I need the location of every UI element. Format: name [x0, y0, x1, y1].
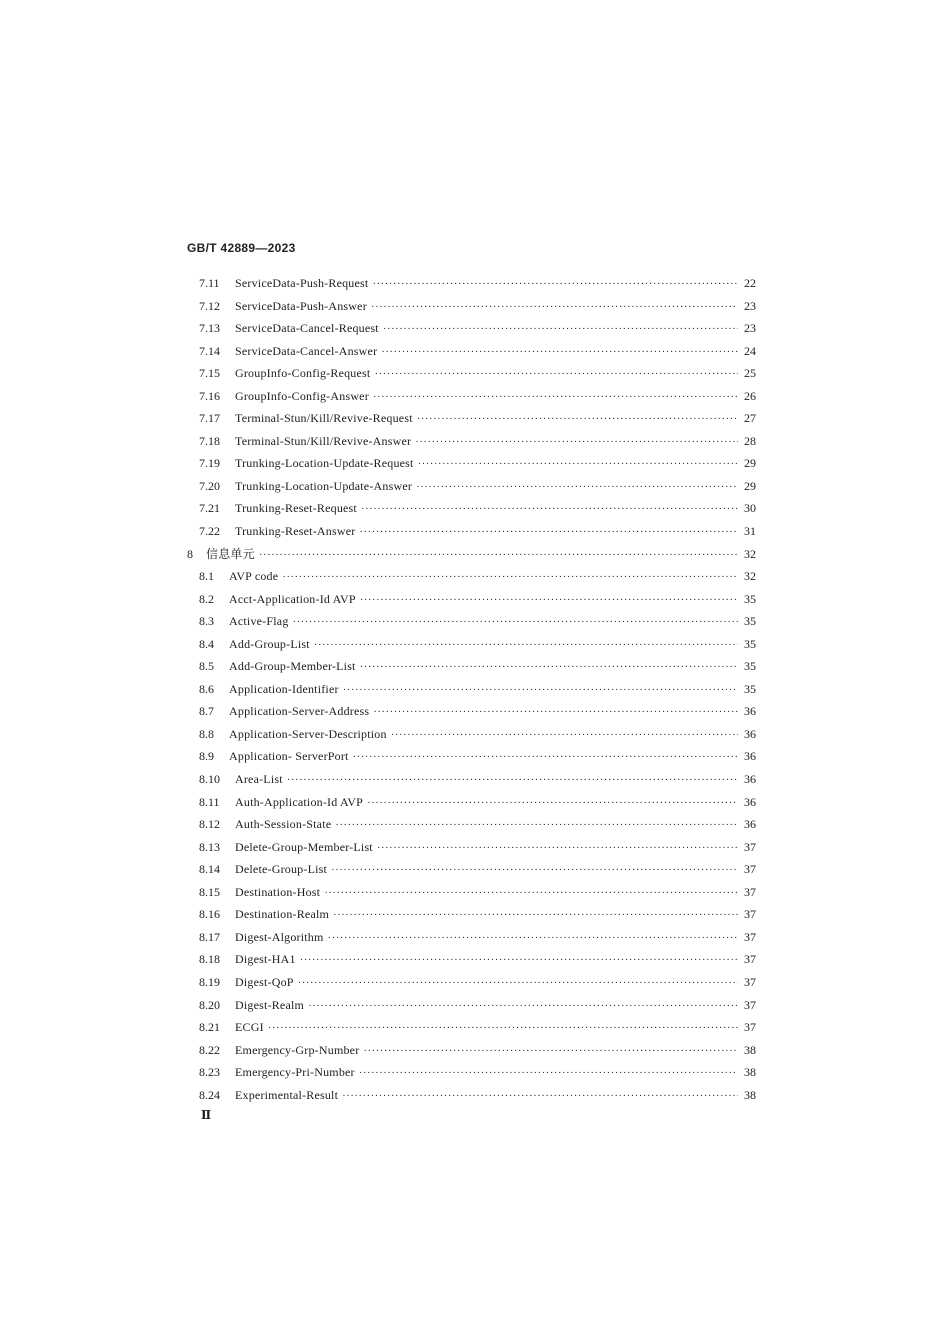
- toc-entry-line: [235, 497, 756, 521]
- toc-entry-line: [235, 994, 756, 1018]
- toc-entry-title: 信息单元: [206, 546, 255, 561]
- toc-entry-title: Trunking-Location-Update-Request: [235, 456, 414, 471]
- toc-entry-page: 36: [744, 817, 756, 832]
- toc-entry-number: 8.9: [199, 749, 214, 764]
- toc-entry-line: [229, 610, 756, 634]
- toc-entry-line: [235, 272, 756, 296]
- toc-entry-number: 8.22: [199, 1042, 220, 1057]
- toc-entry-title: AVP code: [229, 569, 279, 584]
- toc-entry-title: Destination-Realm: [235, 907, 330, 922]
- toc-entry-number: 8.16: [199, 907, 220, 922]
- toc-entry[interactable]: [0, 903, 950, 926]
- toc-entry-line: [235, 475, 756, 499]
- toc-entry-number: 8.13: [199, 839, 220, 854]
- toc-entry-page: 37: [744, 997, 756, 1012]
- toc-entry-page: 37: [744, 907, 756, 922]
- toc-entry-title: Add-Group-List: [229, 636, 310, 651]
- toc-entry-line: [235, 317, 756, 341]
- toc-dot-leader: [360, 656, 738, 679]
- toc-entry-page: 38: [744, 1087, 756, 1102]
- toc-dot-leader: [259, 544, 738, 567]
- toc-entry-number: 8.11: [199, 794, 220, 809]
- toc-entry-line: [229, 723, 756, 747]
- toc-entry[interactable]: [0, 452, 950, 475]
- toc-entry-line: [235, 1016, 756, 1040]
- toc-entry[interactable]: [0, 475, 950, 498]
- toc-entry-title: Digest-QoP: [235, 974, 294, 989]
- toc-entry-line: [235, 362, 756, 386]
- toc-entry-line: [235, 926, 756, 950]
- toc-entry-page: 30: [744, 501, 756, 516]
- toc-dot-leader: [372, 273, 738, 296]
- toc-entry-page: 38: [744, 1065, 756, 1080]
- toc-entry-page: 37: [744, 952, 756, 967]
- toc-entry-title: Trunking-Reset-Answer: [235, 524, 356, 539]
- toc-entry-line: [235, 813, 756, 837]
- toc-entry-title: Auth-Application-Id AVP: [235, 794, 364, 809]
- toc-entry[interactable]: [0, 362, 950, 385]
- toc-entry-number: 8.2: [199, 591, 214, 606]
- toc-entry-page: 37: [744, 929, 756, 944]
- toc-entry-page: 36: [744, 794, 756, 809]
- toc-entry-number: 8.18: [199, 952, 220, 967]
- toc-entry-title: Emergency-Grp-Number: [235, 1042, 360, 1057]
- toc-entry-number: 8.10: [199, 772, 220, 787]
- toc-entry-page: 37: [744, 974, 756, 989]
- toc-entry[interactable]: [0, 926, 950, 949]
- toc-entry-line: [235, 903, 756, 927]
- toc-entry-page: 35: [744, 659, 756, 674]
- toc-dot-leader: [381, 341, 738, 364]
- toc-entry-line: [235, 836, 756, 860]
- toc-dot-leader: [343, 679, 738, 702]
- toc-entry-number: 8.17: [199, 929, 220, 944]
- toc-entry-number: 8.15: [199, 884, 220, 899]
- toc-entry[interactable]: [0, 610, 950, 633]
- toc-entry-line: [206, 543, 756, 567]
- toc-entry[interactable]: [0, 723, 950, 746]
- toc-entry-number: 8.6: [199, 681, 214, 696]
- page-number-footer: Ⅱ: [201, 1108, 212, 1122]
- toc-entry-line: [235, 1039, 756, 1063]
- toc-dot-leader: [417, 408, 738, 431]
- toc-entry-number: 7.11: [199, 276, 220, 290]
- toc-entry-title: GroupInfo-Config-Request: [235, 366, 371, 381]
- toc-entry-line: [229, 588, 756, 612]
- toc-entry-title: Trunking-Location-Update-Answer: [235, 478, 413, 493]
- toc-entry-number: 8.7: [199, 704, 214, 719]
- toc-dot-leader: [282, 566, 738, 589]
- toc-entry-title: Delete-Group-Member-List: [235, 839, 373, 854]
- toc-entry[interactable]: [0, 295, 950, 318]
- toc-entry-line: [229, 700, 756, 724]
- toc-entry-line: [235, 768, 756, 792]
- toc-dot-leader: [298, 972, 738, 995]
- toc-entry[interactable]: [0, 497, 950, 520]
- toc-entry[interactable]: [0, 1084, 950, 1107]
- toc-entry-number: 8.24: [199, 1087, 220, 1102]
- toc-entry-number: 7.20: [199, 478, 220, 493]
- toc-entry[interactable]: [0, 385, 950, 408]
- toc-entry[interactable]: [0, 520, 950, 543]
- toc-entry-title: Application- ServerPort: [229, 749, 349, 764]
- toc-entry-number: 7.12: [199, 298, 220, 313]
- toc-dot-leader: [353, 746, 738, 769]
- toc-entry-title: Terminal-Stun/Kill/Revive-Request: [235, 411, 413, 426]
- toc-entry-page: 31: [744, 524, 756, 539]
- toc-entry[interactable]: [0, 655, 950, 678]
- toc-dot-leader: [367, 792, 738, 815]
- toc-entry[interactable]: [0, 813, 950, 836]
- toc-dot-leader: [391, 724, 738, 747]
- toc-entry-line: [235, 1061, 756, 1085]
- toc-entry-line: [235, 340, 756, 364]
- toc-dot-leader: [331, 859, 738, 882]
- toc-entry-title: Application-Server-Address: [229, 704, 370, 719]
- toc-dot-leader: [293, 611, 738, 634]
- toc-entry-title: Acct-Application-Id AVP: [229, 591, 356, 606]
- toc-dot-leader: [377, 837, 738, 860]
- toc-entry[interactable]: [0, 745, 950, 768]
- toc-entry-page: 36: [744, 726, 756, 741]
- toc-entry-number: 8.12: [199, 817, 220, 832]
- toc-entry-title: GroupInfo-Config-Answer: [235, 388, 369, 403]
- toc-entry-page: 26: [744, 388, 756, 403]
- toc-entry-line: [235, 791, 756, 815]
- toc-entry[interactable]: [0, 971, 950, 994]
- toc-entry-number: 7.21: [199, 501, 220, 516]
- toc-entry-number: 8.4: [199, 636, 214, 651]
- toc-entry-number: 8.8: [199, 726, 214, 741]
- toc-entry-page: 28: [744, 433, 756, 448]
- toc-entry-line: [235, 520, 756, 544]
- toc-dot-leader: [335, 814, 738, 837]
- toc-entry-number: 7.13: [199, 321, 220, 336]
- toc-entry-number: 8.5: [199, 659, 214, 674]
- toc-entry-page: 35: [744, 591, 756, 606]
- toc-entry-line: [235, 452, 756, 476]
- toc-entry-title: Terminal-Stun/Kill/Revive-Answer: [235, 433, 412, 448]
- toc-entry-line: [235, 881, 756, 905]
- toc-entry-title: Digest-Algorithm: [235, 929, 324, 944]
- toc-entry-page: 36: [744, 749, 756, 764]
- toc-entry-title: Destination-Host: [235, 884, 321, 899]
- toc-entry-page: 38: [744, 1042, 756, 1057]
- toc-entry[interactable]: [0, 317, 950, 340]
- toc-entry-number: 8.23: [199, 1065, 220, 1080]
- toc-entry-line: [235, 295, 756, 319]
- toc-entry[interactable]: [0, 948, 950, 971]
- toc-entry-number: 7.19: [199, 456, 220, 471]
- toc-entry-title: Application-Server-Description: [229, 726, 387, 741]
- toc-entry-number: 7.22: [199, 524, 220, 539]
- toc-entry-page: 24: [744, 343, 756, 358]
- toc-dot-leader: [359, 521, 738, 544]
- toc-dot-leader: [328, 927, 738, 950]
- document-standard-id: GB/T 42889—2023: [187, 241, 296, 255]
- toc-entry-title: ECGI: [235, 1020, 264, 1035]
- toc-entry[interactable]: [0, 588, 950, 611]
- toc-dot-leader: [314, 634, 738, 657]
- toc-entry-title: Active-Flag: [229, 614, 289, 629]
- toc-entry-line: [235, 858, 756, 882]
- toc-entry-page: 23: [744, 321, 756, 336]
- toc-entry-line: [229, 655, 756, 679]
- toc-entry-title: Auth-Session-State: [235, 817, 332, 832]
- toc-entry[interactable]: [0, 543, 950, 566]
- toc-entry-line: [235, 971, 756, 995]
- toc-entry-page: 36: [744, 772, 756, 787]
- toc-entry-line: [235, 430, 756, 454]
- toc-entry-page: 23: [744, 298, 756, 313]
- toc-entry-page: 29: [744, 456, 756, 471]
- toc-entry[interactable]: [0, 633, 950, 656]
- toc-dot-leader: [418, 453, 738, 476]
- toc-entry-line: [229, 678, 756, 702]
- toc-entry[interactable]: [0, 836, 950, 859]
- toc-entry-page: 27: [744, 411, 756, 426]
- toc-dot-leader: [373, 386, 738, 409]
- toc-dot-leader: [359, 1062, 738, 1085]
- toc-entry-title: Application-Identifier: [229, 681, 339, 696]
- toc-entry-number: 8.21: [199, 1020, 220, 1035]
- toc-entry[interactable]: [0, 565, 950, 588]
- toc-entry-line: [229, 565, 756, 589]
- toc-entry[interactable]: [0, 858, 950, 881]
- toc-entry-page: 37: [744, 862, 756, 877]
- toc-dot-leader: [361, 498, 738, 521]
- toc-entry-number: 8.3: [199, 614, 214, 629]
- toc-dot-leader: [342, 1085, 738, 1108]
- toc-entry-number: 7.14: [199, 343, 220, 358]
- toc-entry-title: Digest-HA1: [235, 952, 296, 967]
- toc-dot-leader: [360, 589, 738, 612]
- toc-entry-page: 35: [744, 681, 756, 696]
- toc-entry-number: 7.15: [199, 366, 220, 381]
- toc-entry-title: ServiceData-Cancel-Request: [235, 321, 379, 336]
- toc-entry-page: 37: [744, 1020, 756, 1035]
- toc-entry[interactable]: [0, 272, 950, 295]
- toc-entry-page: 32: [744, 546, 756, 561]
- toc-entry-title: Digest-Realm: [235, 997, 305, 1012]
- toc-dot-leader: [373, 701, 738, 724]
- toc-entry-line: [235, 948, 756, 972]
- toc-entry-line: [229, 633, 756, 657]
- toc-entry-title: ServiceData-Cancel-Answer: [235, 343, 378, 358]
- toc-entry[interactable]: [0, 340, 950, 363]
- toc-entry-page: 37: [744, 839, 756, 854]
- toc-dot-leader: [363, 1040, 738, 1063]
- toc-dot-leader: [383, 318, 738, 341]
- toc-dot-leader: [416, 476, 738, 499]
- toc-entry-number: 8.19: [199, 974, 220, 989]
- toc-entry-page: 37: [744, 884, 756, 899]
- toc-entry-title: Experimental-Result: [235, 1087, 339, 1102]
- toc-entry-page: 35: [744, 636, 756, 651]
- toc-entry-number: 8: [187, 546, 193, 561]
- toc-entry[interactable]: [0, 430, 950, 453]
- toc-entry-title: Trunking-Reset-Request: [235, 501, 357, 516]
- toc-dot-leader: [287, 769, 738, 792]
- toc-entry-number: 7.16: [199, 388, 220, 403]
- toc-dot-leader: [268, 1017, 738, 1040]
- toc-entry-number: 7.17: [199, 411, 220, 426]
- toc-dot-leader: [300, 949, 738, 972]
- toc-entry-number: 8.1: [199, 569, 214, 584]
- toc-dot-leader: [374, 363, 738, 386]
- toc-entry[interactable]: [0, 768, 950, 791]
- toc-dot-leader: [308, 995, 738, 1018]
- toc-entry[interactable]: [0, 791, 950, 814]
- toc-entry-number: 7.18: [199, 433, 220, 448]
- toc-entry-title: Delete-Group-List: [235, 862, 328, 877]
- toc-entry[interactable]: [0, 881, 950, 904]
- toc-entry[interactable]: [0, 1016, 950, 1039]
- toc-entry-line: [235, 385, 756, 409]
- toc-entry[interactable]: [0, 700, 950, 723]
- toc-dot-leader: [324, 882, 738, 905]
- toc-entry-title: ServiceData-Push-Answer: [235, 298, 367, 313]
- toc-entry-line: [229, 745, 756, 769]
- toc-entry-title: Emergency-Pri-Number: [235, 1065, 355, 1080]
- toc-entry-number: 8.20: [199, 997, 220, 1012]
- toc-entry[interactable]: [0, 407, 950, 430]
- toc-entry-page: 22: [744, 276, 756, 290]
- toc-entry-page: 25: [744, 366, 756, 381]
- toc-entry[interactable]: [0, 994, 950, 1017]
- toc-entry-page: 36: [744, 704, 756, 719]
- toc-entry-title: ServiceData-Push-Request: [235, 276, 369, 290]
- toc-dot-leader: [371, 296, 738, 319]
- toc-entry-page: 29: [744, 478, 756, 493]
- toc-entry-title: Add-Group-Member-List: [229, 659, 356, 674]
- toc-entry-number: 8.14: [199, 862, 220, 877]
- toc-entry[interactable]: [0, 678, 950, 701]
- toc-entry-page: 35: [744, 614, 756, 629]
- toc-entry[interactable]: [0, 1061, 950, 1084]
- toc-entry-page: 32: [744, 569, 756, 584]
- toc-entry-line: [235, 407, 756, 431]
- table-of-contents: [0, 272, 950, 1106]
- toc-entry[interactable]: [0, 1039, 950, 1062]
- toc-entry-line: [235, 1084, 756, 1108]
- toc-dot-leader: [333, 904, 738, 927]
- toc-dot-leader: [415, 431, 738, 454]
- toc-entry-title: Area-List: [235, 772, 283, 787]
